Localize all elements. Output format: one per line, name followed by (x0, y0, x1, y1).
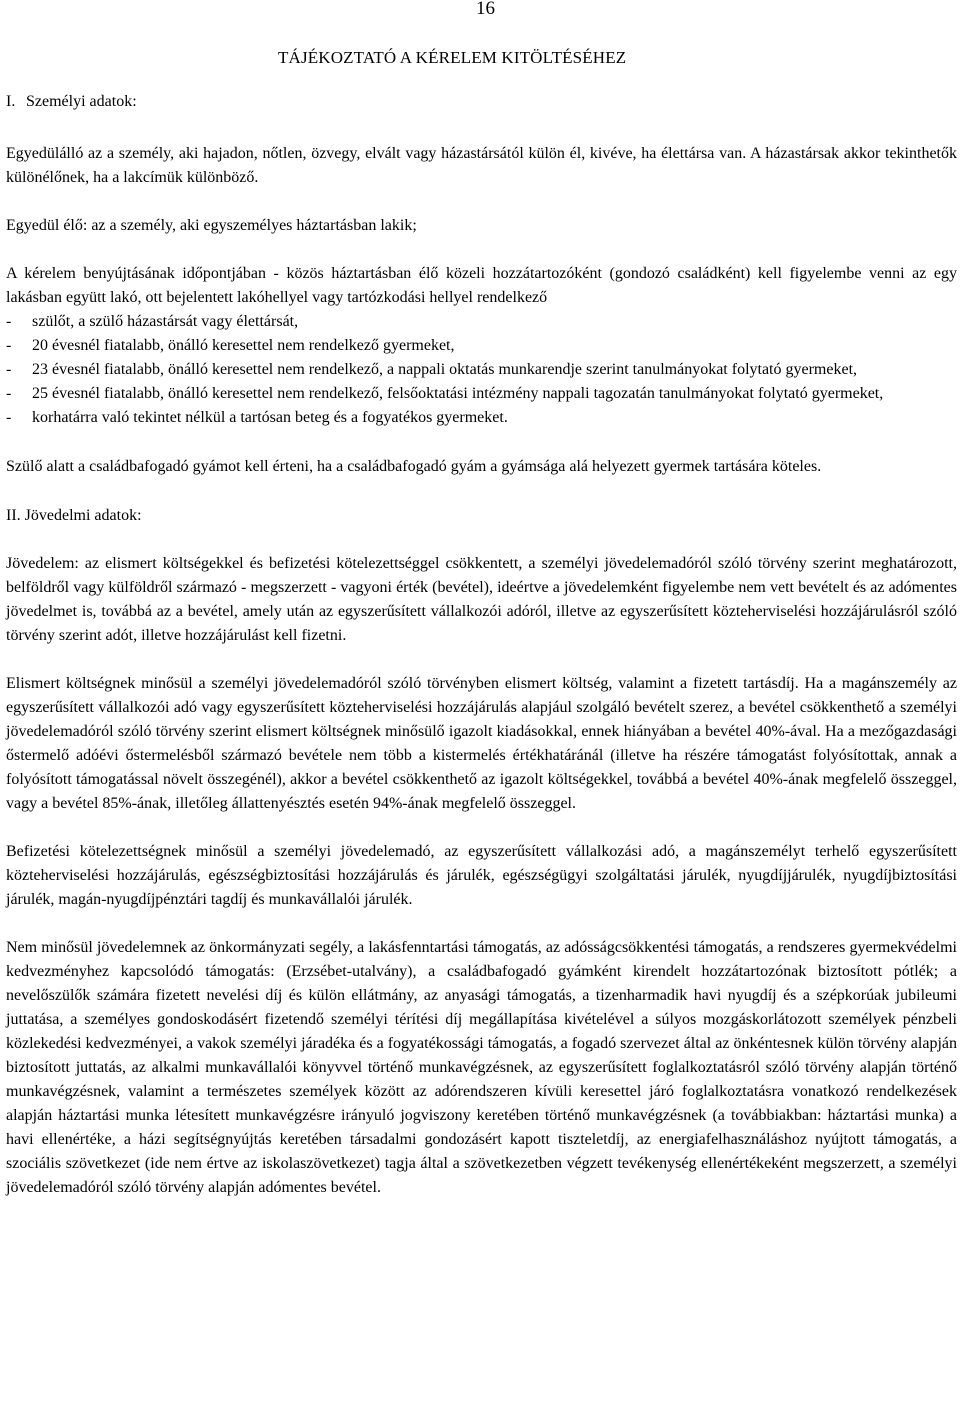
list-item: - szülőt, a szülő házastársát vagy élettársát, (6, 310, 957, 334)
paragraph-egyedulallo: Egyedülálló az a személy, aki hajadon, nőtlen, özvegy, elvált vagy házastársától külön él, kivéve, ha élettársa van. A házastársak akkor tekinthetők különélőnek, ha a lakcímük különböző. (6, 145, 957, 186)
document-body (6, 142, 957, 1200)
paragraph-egyedul-elo: Egyedül élő: az a személy, aki egyszemélyes háztartásban lakik; (6, 217, 417, 234)
list-item: - korhatárra való tekintet nélkül a tartósan beteg és a fogyatékos gyermeket. (6, 406, 957, 430)
section-heading-personal (6, 93, 137, 111)
relatives-list (6, 310, 957, 430)
document-title: TÁJÉKOZTATÓ A KÉRELEM KITÖLTÉSÉHEZ (278, 48, 627, 67)
paragraph-kozeli-hozzatartozo: A kérelem benyújtásának időpontjában - közös háztartásban élő közeli hozzátartozóként (gondozó családként) kell figyelembe venni az egy lakásban együtt lakó, ott bejelentett lakóhellyel vagy tartózkodási hellyel rendelkező (6, 265, 957, 306)
list-item: - 20 évesnél fiatalabb, önálló keresettel nem rendelkező gyermeket, (6, 334, 957, 358)
paragraph-elismert-koltseg: Elismert költségnek minősül a személyi jövedelemadóról szóló törvényben elismert költség, valamint a fizetett tartásdíj. Ha a magánszemély az egyszerűsített vállalkozói adó vagy egyszerűsített közteherviselési hozzájárulás alapjául szolgáló bevételt szerez, a bevétel csökkenthető a személyi jövedelemadóról szóló törvény szerint elismert költségnek minősülő igazolt kiadásokkal, ennek hiányában a bevétel 40%-ával. Ha a mezőgazdasági őstermelő adóévi őstermelésből származó bevétele nem több a kistermelés értékhatáránál (illetve ha részére támogatást folyósítottak, annak a folyósított támogatással növelt összegénél), akkor a bevétel csökkenthető az igazolt költségekkel, továbbá a bevétel 40%-ának megfelelő összeggel, vagy a bevétel 85%-ának, illetőleg állattenyésztés esetén 94%-ának megfelelő összeggel. (6, 675, 957, 812)
page-number: 16 (476, 0, 495, 19)
section-heading-text: Személyi adatok: (26, 93, 137, 110)
list-item: - 25 évesnél fiatalabb, önálló keresettel nem rendelkező, felsőoktatási intézmény nappali tagozatán tanulmányokat folytató gyermeket, (6, 382, 957, 406)
paragraph-befizetesi-kotelezettseg: Befizetési kötelezettségnek minősül a személyi jövedelemadó, az egyszerűsített vállalkozási adó, a magánszemélyt terhelő egyszerűsített közteherviselési hozzájárulás, egészségbiztosítási hozzájárulás és járulék, egészségügyi szolgáltatási járulék, nyugdíjjárulék, nyugdíjbiztosítási járulék, magán-nyugdíjpénztári tagdíj és munkavállalói járulék. (6, 843, 957, 908)
section-heading-income: II. Jövedelmi adatok: (6, 507, 142, 524)
list-item: - 23 évesnél fiatalabb, önálló keresettel nem rendelkező, a nappali oktatás munkarendje szerint tanulmányokat folytató gyermeket, (6, 358, 957, 382)
paragraph-szulo: Szülő alatt a családbafogadó gyámot kell érteni, ha a családbafogadó gyám a gyámsága alá helyezett gyermek tartására köteles. (6, 458, 822, 475)
paragraph-jovedelem: Jövedelem: az elismert költségekkel és befizetési kötelezettséggel csökkentett, a személyi jövedelemadóról szóló törvény szerint meghatározott, belföldről vagy külföldről származó - megszerzett - vagyoni érték (bevétel), ideértve a jövedelemként figyelembe nem vett bevételt és az adómentes jövedelmet is, továbbá az a bevétel, amely után az egyszerűsített vállalkozói adóról, illetve az egyszerűsített közteherviselési hozzájárulásról szóló törvény szerint adót, illetve hozzájárulást kell fizetni. (6, 555, 957, 644)
section-number: I. (6, 93, 16, 110)
paragraph-nem-minosul: Nem minősül jövedelemnek az önkormányzati segély, a lakásfenntartási támogatás, az adósságcsökkentési támogatás, a rendszeres gyermekvédelmi kedvezményhez kapcsolódó támogatás: (Erzsébet-utalvány), a családbafogadó gyámként kirendelt hozzátartozónak biztosított pótlék; a nevelőszülők számára fizetett nevelési díj és külön ellátmány, az anyasági támogatás, a tizenharmadik havi nyugdíj és a szépkorúak jubileumi juttatása, a személyes gondoskodásért fizetendő személyi térítési díj megállapítása kivételével a súlyos mozgáskorlátozott személyek pénzbeli közlekedési kedvezményei, a vakok személyi járadéka és a fogyatékossági támogatás, a fogadó szervezet által az önkéntesnek külön törvény alapján biztosított juttatás, az alkalmi munkavállalói könyvvel történő munkavégzésnek, az egyszerűsített foglalkoztatásról szóló törvény alapján történő munkavégzésnek, valamint a természetes személyek között az adórendszeren kívüli keresettel járó foglalkoztatásra vonatkozó rendelkezések alapján háztartási munka létesített munkavégzésre irányuló jogviszony keretében történő munkavégzésnek (a továbbiakban: háztartási munka) a havi ellenértéke, a házi segítségnyújtás keretében társadalmi gondozásért kapott tiszteletdíj, az energiafelhasználáshoz nyújtott támogatás, a szociális szövetkezet (ide nem értve az iskolaszövetkezet) tagja által a szövetkezetben végzett tevékenység ellenértékeként megszerzett, a személyi jövedelemadóról szóló törvény alapján adómentes bevétel. (6, 939, 957, 1196)
